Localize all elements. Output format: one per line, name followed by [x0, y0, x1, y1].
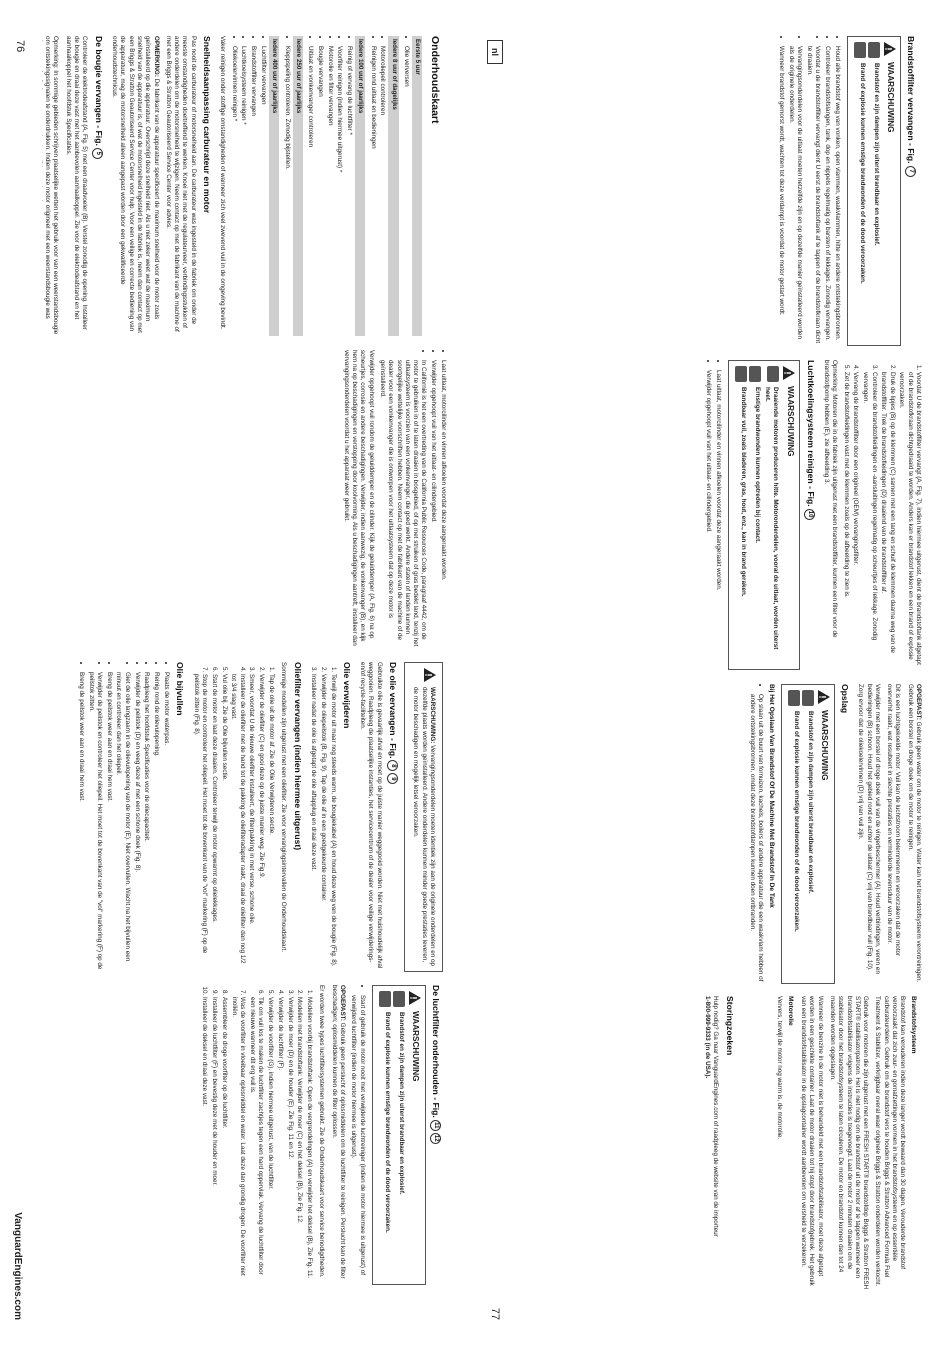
cooling-warning-box	[728, 360, 801, 670]
fuel-system-title: Brandstofsysteem	[910, 996, 917, 1054]
oil-remove-step: 1. Terwijl de motor uit maar nog steeds warm, de bougiekabel (A) en houd deze weg van de bougie (Fig. 8).	[328, 674, 336, 972]
oil-remove-step: 3. Installeer nadat de olie is afgetapt de olie aftapplug en draai deze vast.	[309, 674, 317, 972]
warning-line: Draaiende motoren produceren hitte. Motoronderdelen, vooral de uitlaat, worden uiterst heet.	[764, 387, 780, 650]
air-filter-warning-bullet: • Start of gebruik de motor nooit met verwijderde luchtreiniger (indien de motor hiermee is uitgerust) of verwijderd luchtfilter (indien de motor hiermee is uitgerust).	[349, 995, 366, 1285]
chart-item: • Oliekoelervinnen reinigen *	[229, 46, 237, 336]
cooling-paragraph: Dit is een luchtgekoelde motor. Vuil kan de luchtstroom belemmeren en veroorzaken dat de motor oververhit raakt, wat resulteert in slechte prestaties en verminderde levensduur van de motor.	[886, 684, 902, 957]
warning-line: Brandstof en zijn dampen zijn uiterst brandbaar en explosief.	[397, 1012, 405, 1195]
warning-title: WAARSCHUWING	[886, 62, 896, 133]
intro-warning-box	[404, 662, 443, 972]
fuel-warning-bullet: • Controleer brandstofslangen, tank, dop en nippels regelmatig op barsten of lekkages. Zonodig vervangen.	[823, 46, 831, 346]
troubleshooting-body: Hulp nodig? Ga naar VanguardEngines.com of raadpleeg de website van de importeur	[712, 996, 720, 1237]
carburetor-title: Snelheidsaanpassing carburateur en motor	[202, 36, 213, 214]
oil-filter-step: 7. Stop de motor en controleer het oliepeil. Het moet tot de bovenkant van de "vol" markering (F) op de peilstok zitten (Fig. 8).	[191, 674, 208, 972]
air-filter-warning-box	[372, 985, 426, 1285]
fuel-system-body: Gebruik voor motoren die zijn uitgerust met een FRESH START® brandstofdop Briggs & Stratton FRESH START® stabilisatorpatroon. Het is niet nodig om de brandstof uit de motor af te tappen wanneer een brandstofstabilisator volgens de instructies is toegevoegd. Laat de motor 2 minuten draaien om de stabilisator door het brandstofsysteem te laten circuleren. De motor en brandstof kunnen dan tot 24 maanden worden opgeslagen.	[828, 996, 870, 1290]
fuel-warning-bullet: • Voordat u de brandstoffilter vervangt dient U eerst de brandstoftank af te tappen of de brandstofkraan dicht te draaien.	[804, 46, 821, 346]
left-column-2	[42, 350, 447, 650]
air-filter-step: 3. Verwijder de moer (D) en de houder (E). Zie Fig. 11 en 12.	[285, 997, 293, 1285]
oil-fill-bullet: • Breng de peilstok weer aan en draai hem vast.	[104, 672, 112, 972]
chart-band: Iedere 250 uur of jaarlijks	[293, 36, 303, 336]
warning-line: Brandstof en zijn dampen zijn uiterst brandbaar en explosief.	[806, 711, 814, 894]
page-number: 77	[489, 1307, 501, 1320]
right-column-1	[517, 36, 922, 346]
warning-line: Brandstof en zijn dampen zijn uiterst brandbaar en explosief.	[872, 63, 880, 246]
left-column-1	[42, 36, 447, 336]
chart-item: • Brandstoffilter vervangen	[249, 46, 257, 336]
storage-subtitle: Bij Het Opslaan Van Brandstof Of De Machine Met Brandstof In De Tank	[767, 684, 775, 908]
warning-triangle-icon	[783, 366, 795, 380]
air-filter-step: 6. Tik om vuil los te maken de luchtfilter zachtjes tegen een hard oppervlak. Vervang de luchtfilter door een nieuwe wanneer dit erg vuil is.	[248, 997, 265, 1285]
storage-warning-box	[781, 684, 835, 984]
footer-website: VanguardEngines.com	[12, 1212, 23, 1320]
left-column-3	[42, 662, 447, 972]
cooling-caution: Gebruik geen water om de motor te reinigen. Water kan het brandstofsysteem verontreinigen. Gebruik een borstel en droge doek om de motor te reinigen.	[906, 684, 922, 983]
oil-filter-step: 3. Smeer, voordat U de nieuwe oliefilter installeert, de filterpakking in met verse, schone olie.	[247, 674, 255, 972]
oil-change-title: De olie vervangen - Fig.	[388, 662, 399, 759]
muffler-closing: Verwijder opgehoopt vuil rondom de geluiddemper en de cilinder. Kijk de geluiddemper (A, Fig. 6) na op scheurtjes, corrosie en andere beschadigingen. Verwijder, indien aanwezig, de vonkenvanger (B), en kijk hem na op beschadigingen en verstopping door koolvorming. Als u beschadigingen aantreft, installeer dan vervangingsonderdelen voordat u het apparaat weer gebruikt.	[342, 350, 375, 646]
chart-item: • Kleppspeling controleren. Zonodig bijstellen.	[282, 46, 290, 336]
cooling-bullet: • Verwijder opgehoopt vuil van het uitlaat- en cilindergebied.	[704, 370, 712, 670]
oil-fill-bullet: • Raadpleeg het hoofdstuk Specificaties voor de oliecapaciteit.	[142, 672, 150, 972]
engine-oil-body: Ververs, terwijl de motor nog warm is, de motorolie.	[776, 996, 784, 1140]
storage-title: Opslag	[839, 684, 850, 714]
warning-title: WAARSCHUWING	[820, 710, 829, 781]
air-filter-step: 7. Was de voorfilter in vloeibaar oplosmiddel en water. Laat deze dan grondig drogen. De voorfilter niet inoliën.	[230, 997, 247, 1285]
fuel-filter-step: 5. Zet de brandstofleidingen vast met de klemmen zoals op de afbeelding te zien is.	[841, 372, 849, 670]
fig-badge: 9	[387, 773, 398, 784]
fire-icon	[868, 42, 880, 58]
fig-badge: 8	[387, 760, 398, 771]
oil-filter-title: Oliefilter vervangen (indien hiermee uitgerust)	[292, 662, 303, 851]
troubleshooting-phone: 1-800-999-9333 (in de USA).	[704, 996, 712, 1079]
warning-triangle-icon	[424, 668, 436, 682]
air-filter-step: 4. Verwijder de luchtfilter (F).	[275, 997, 283, 1285]
oil-filter-step: 2. Verwijder de oliefilter (C) en gooi deze op de juiste manier weg. Zie Fig.9.	[257, 674, 265, 972]
engine-oil-title: Motorolie	[786, 996, 794, 1026]
oil-fill-title: Olie bijvullen	[175, 662, 186, 716]
oil-change-body: Gebruikte olie is gevaarlijk afval en moet op de juiste manier weggegooid worden. Niet met huishoudelijk afval weggooien. Raadpleeg de plaatselijke instanties, het servicecentrum of de dealer voor veilige verwijderings- en/of recycle-faciliteiten.	[359, 662, 383, 969]
air-filter-step: 8. Assembleer de droge voorfilter op de luchtfilter.	[220, 997, 228, 1285]
chart-item: • Reinig of vervang de luchtfilter *	[345, 46, 353, 336]
fuel-filter-warning-box	[847, 36, 901, 346]
language-badge: nl	[487, 40, 503, 64]
right-page	[475, 0, 950, 1360]
air-filter-step: 9. Installeer de luchtfilter (F) en bevestig deze met de houder en moer.	[210, 997, 218, 1285]
oil-filter-step: 5. Vul olie bij. Zie de Olie bijvullen sectie.	[219, 674, 227, 972]
carburetor-body: Pas nooit de carburateur of motorsnelheid aan. De carburateur was ingesteld in de fabriek om onder de meeste omstandigheden doeltreffend te werken. Knoei niet met de regulateurveer, verbindingsstukken of andere onderdelen om de motorsnelheid te wijzigen. Neem contact op met de fabrikant van de machine of met een Briggs & Stratton Geautoriseerd Service Center voor advies.	[164, 36, 197, 332]
fuel-warning-bullet: • Vervangingsonderdelen voor de uitlaat moeten hetzelfde zijn en op dezelfde manier geïnstalleerd worden als de originele onderdelen.	[786, 46, 803, 346]
remark-label: OPMERKING:	[152, 36, 160, 77]
fire-icon	[802, 690, 814, 706]
spark-plug-title: De bougie vervangen - Fig.	[93, 36, 104, 146]
oil-fill-bullet: • Breng de peilstok weer aan en draai hem vast.	[77, 672, 85, 972]
right-column-4	[517, 996, 922, 1296]
fire-icon	[393, 991, 405, 1007]
oil-remove-title: Olie verwijderen	[341, 662, 352, 729]
explosion-icon	[854, 42, 866, 58]
fig-badge: 7	[905, 166, 916, 177]
oil-fill-bullet: • Plaats de motor waterpas.	[162, 672, 170, 972]
cooling-bullet: • Laat uitlaat, motorcilinder en vinnen afkoelen voordat deze aangeraakt worden.	[714, 370, 722, 670]
warning-triangle-icon	[884, 42, 896, 56]
muffler-bullet: • In Californië is het een overtreding van de California Public Resources Code, paragraaf 4442, om de motor te gebruiken in of te laten draaien in bosgebied, of op met struiken of gras bedekt land, tenzij het uitlaatsysteem is voorzien van een vonkenvanger, die goed werkt. Andere staten of landen kunnen soortgelijke wettelijke voorschriften hebben. Neem contact op met de fabrikant van de machine of de dealer voor een vonkenvanger die is ontworpen voor het uitlaatsysteem dat op deze motor is geïnstalleerd.	[378, 360, 428, 650]
chart-item: • Bougie vervangen	[316, 46, 324, 336]
right-column-2	[517, 360, 922, 670]
warning-line: Brand of explosie kunnen ernstige brandwonden of de dood veroorzaken.	[383, 1012, 391, 1233]
explosion-icon	[788, 690, 800, 706]
chart-item: • Luchtfilter vervangen	[259, 46, 267, 336]
spark-plug-body: Controleer de elektrodeafstand (A, Fig. 5) met een draadvoeler (B). Verstel zonodig de opening. Installeer de bougie en draai deze vast met het aanbevolen aanhaalkoppel. Zie voor de elektrodeafstand en het aanhaalkoppel het hoofdstuk Specificaties.	[64, 36, 89, 331]
oil-filter-step: 6. Start de motor en laat deze draaien. Controleer terwijl de motor opwarmt op olielekkages.	[209, 674, 217, 972]
warning-triangle-icon	[409, 991, 421, 1005]
air-filter-title: De luchtfilter onderhouden - Fig.	[431, 985, 441, 1118]
oil-filter-step: 4. Installeer de oliefilter met de hand tot de pakking de oliefilteradapter raakt, draai de oliefilter dan nog 1/2 tot 3/4 slag vast.	[229, 674, 246, 972]
intro-warning-title: WAARSCHUWING:	[429, 687, 436, 744]
warning-line: Ernstige brandwonden kunnen optreden bij contact.	[753, 387, 761, 544]
hot-surface-icon	[767, 366, 779, 382]
right-column-3	[517, 684, 922, 984]
warning-triangle-icon	[818, 690, 830, 704]
air-filter-intro: Er worden twee types luchtfiltersystemen gebruikt. Zie de Onderhoudskaart voor service benodigdheden.	[318, 985, 326, 1278]
warning-line: Brand of explosie kunnen ernstige brandwonden of de dood veroorzaken.	[792, 711, 800, 932]
oil-fill-bullet: • Verwijder de peilstok en controleer het oliepeil. Het moet tot de bovenkant van de "vol" markering (F) op de peilstok zitten.	[86, 672, 103, 972]
carburetor-remark: De fabrikant van de apparatuur specificeert de maximum snelheid voor de motor zoals geïnstalleerd op die apparatuur. Overschrijd deze snelheid niet. Als u niet zeker weet wat de maximum snelheid van de apparatuur is, of wat de motorsnelheid ingesteld in de fabriek is, neem dan contact op met een Briggs & Stratton Geautoriseerd Service Center voor hulp. Voor een veilige en correcte bediening van de apparatuur, mag de motorsnelheid alleen aangepast worden door een gekwalificeerde onderhoudstechnicus.	[111, 36, 160, 333]
explosion-icon	[379, 991, 391, 1007]
chart-item: • Reinigen rond uitlaat en bedieningen	[368, 46, 376, 336]
left-column-4	[42, 985, 447, 1285]
storage-bullet: • Op slaan uit de buurt van fornuizen, kachels, boilers of andere apparatuur die een waakvlam hebben of andere ontstekingsbronnen, omdat deze brandstofdampen kunnen doen ontbranden.	[747, 694, 764, 984]
fig-badge: 10	[805, 509, 816, 520]
chart-item: • Motorolie en filter vervangen	[325, 46, 333, 336]
chart-band: Iedere 8 uur of dagelijks	[388, 36, 398, 336]
fuel-warning-bullet: • Houd alle brandstof weg van vonken, open vlammen, waakvlammen, hitte en andere ontstekingsbronnen.	[832, 46, 840, 346]
chart-item: • Uitlaat en vonkenvanger controleren	[306, 46, 314, 336]
fig-badge: 11	[430, 1120, 441, 1131]
fire-icon	[735, 366, 747, 382]
troubleshooting-title: Storingzoeken	[724, 996, 735, 1056]
warning-line: Brand of explosie kunnen ernstige brandwonden of de dood veroorzaken.	[858, 63, 866, 284]
chart-note: Vaker reinigen onder stoffige omstandigheden of wanneer zich veel zwevend vuil in de omgeving bevindt.	[219, 36, 227, 330]
chart-band: Iedere 400 uur of jaarlijks	[269, 36, 279, 336]
oil-remove-step: 2. Verwijder de oliepeilstok (B, Fig. 9). Tap de olie af in een goedgekeurde container.	[318, 674, 326, 972]
oil-fill-bullet: • Giet de olie langzaam in de olievulopening van de motor (E). Niet overvullen. Wacht na het bijvullen een minuut en controleer dan het oliepeil.	[114, 672, 131, 972]
chart-item: • Voorfilter reinigen (indien hiermee uitgerust) *	[335, 46, 343, 336]
muffler-bullet: • Verwijder opgehoopt vuil van het uitlaat- en cilindergebied.	[429, 360, 437, 650]
fuel-filter-step: 3. Controleer de brandstofleidingen en -aansluitingen regelmatig op scheurtjes of lekkage. Zonodig vervangen.	[861, 372, 878, 670]
spark-plug-note: Opmerking: In sommige gebieden schrijven plaatselijke wetten het gebruik voor van een weerstandsbougie om ontstekingssignalen te onderdrukken. Indien deze motor origineel met een weerstandsbougie was	[44, 36, 60, 335]
fuel-filter-step: 4. Vervang de brandstoffilter door een origineel (OEM) vervangingsfilter.	[851, 372, 859, 670]
oil-filter-intro: Sommige modellen zijn uitgerust met een oliefilter. Zie voor vervangingsintervallen de Onderhoudskaart.	[280, 662, 288, 953]
fuel-filter-note: Opmerking: Motoren die in de fabriek zijn uitgerust met een brandstoffilter, kunnen een filter voor de brandstofpomp hebben (E), zie afbeelding 3.	[823, 360, 839, 638]
chart-item: • Olie verversen	[402, 46, 410, 336]
maintenance-chart-title: Onderhoudskaart	[429, 36, 441, 124]
oil-filter-step: 1. Tap de olie uit de motor af. Zie de Olie Verwijderen sectie.	[267, 674, 275, 972]
fuel-system-body: Brandstof kan verouderen indien deze langer wordt bewaard dan 30 dagen. Verouderde brandstof veroorzaakt dat zich zuur- en gomafzettingen vormen in het brandstofsysteem en op essentiële carburateurdelen. Gebruik om de brandstof vers te houden Briggs & Stratton Advanced Formula Fuel Treatment & Stabilizer, verkrijgbaar overal waar originele Briggs & Stratton onderdelen worden verkocht.	[874, 996, 907, 1287]
warning-title: WAARSCHUWING	[411, 1011, 421, 1082]
fig-badge: 5	[93, 148, 104, 159]
fig-badge: 12	[430, 1133, 441, 1144]
intro-warning-body: Vervangingsonderdelen moeten identiek zijn aan de originele onderdelen en op dezelfde plaats worden geïnstalleerd. Andere onderdelen kunnen minder goede prestaties leveren, de motor beschadigen en mogelijk letsel veroorzaken.	[412, 687, 436, 966]
cooling-title: Luchtkoelingsysteem reinigen - Fig.	[805, 360, 816, 507]
fuel-system-body: Wanneer de benzine in de motor niet is behandeld met een brandstofstabilisator, moet deze afgetapt worden in een geschikte container. Laat de motor draaien tot hij stopt door brandstofgebrek. Het gebruik van een brandstofstabilisator in de opslagcontainer wordt aanbevolen om versheid te verzekeren.	[800, 996, 824, 1286]
air-filter-step: 5. Verwijder de voorfilter (G), indien hiermee uitgerust, van de luchtfilter.	[266, 997, 274, 1285]
caution-label: OPGEPAST:	[915, 684, 922, 720]
chart-band: Eerste 5 uur	[412, 36, 422, 336]
burn-icon	[749, 366, 761, 382]
oil-fill-bullet: • Reinig rond de olievulopening.	[152, 672, 160, 972]
muffler-bullet: • Laat uitlaat, motorcilinder en vinnen afkoelen voordat deze aangeraakt worden.	[439, 360, 447, 650]
warning-line: Brandbaar vuil, zoals bladeren, gras, hout, enz., kan in brand geraken.	[739, 387, 747, 597]
fuel-filter-step: 1. Voordat U de brandstoffilter vervangt (A, Fig. 7), indien hiermee uitgerust, dient de brandstoftank afgetapt of de brandstofkraan dichtgedraaid te worden. Anders kan er brandstof lekken en een brand of explosie veroorzaken.	[897, 372, 922, 670]
fuel-filter-title: Brandstoffilter vervangen - Fig.	[906, 36, 916, 164]
oil-fill-bullet: • Verwijder de peilstok (D) en veeg deze af met een schone doek (Fig. 8).	[132, 672, 140, 972]
air-filter-step: 10. Installeer de deksel en draai deze vast.	[200, 997, 208, 1285]
chart-item: • Motoroliepeil controleren	[378, 46, 386, 336]
cooling-paragraph: Verwijder met een borstel of droge doek vuil van de vingerbeschermer (A). Houd verbindingen, veren en bedieningen (B) schoon. Houd het gebied rond en achter de uitlaat (C) vrij van brandbaar vuil (Fig. 10). Zorg ervoor dat de oliekoelervinnen (D) vrij van vuil zijn.	[857, 684, 881, 974]
chart-band: Iedere 100 uur of jaarlijks	[355, 36, 365, 336]
air-filter-caution: Gebruik geen perslucht of oplosmiddelen om de luchtfilter te reinigen. Perslucht kan de filter beschadigen; oplosmiddelen kunnen de filter oplossen.	[330, 985, 347, 1279]
air-filter-step: 2. Modellen met brandstoftank: Verwijder de moer (C) en het deksel (B), Zie Fig. 12.	[295, 997, 303, 1285]
fuel-warning-bullet: • Wanneer brandstof gemorst wordt, wachten tot deze verdampt is voordat de motor gestart wordt.	[777, 46, 785, 346]
chart-item: • Luchtkoelsysteem reinigen *	[239, 46, 247, 336]
air-filter-step: 1. Modellen voorbij brandstoftank: Open de vergrendelingen (A) en verwijder het deksel (B), Zie Fig. 11.	[305, 997, 313, 1285]
caution-label: OPGEPAST:	[339, 985, 347, 1021]
page-number: 76	[14, 40, 26, 53]
warning-title: WAARSCHUWING	[785, 386, 795, 457]
fuel-filter-step: 2. Druk de lipjes (B) op de klemmen (C) samen met een tang en schuif de klemmen daarna weg van de brandstoffilter. Trek de brandstofleidingen (D) draaiend van de brandstoffilter af.	[879, 372, 896, 670]
